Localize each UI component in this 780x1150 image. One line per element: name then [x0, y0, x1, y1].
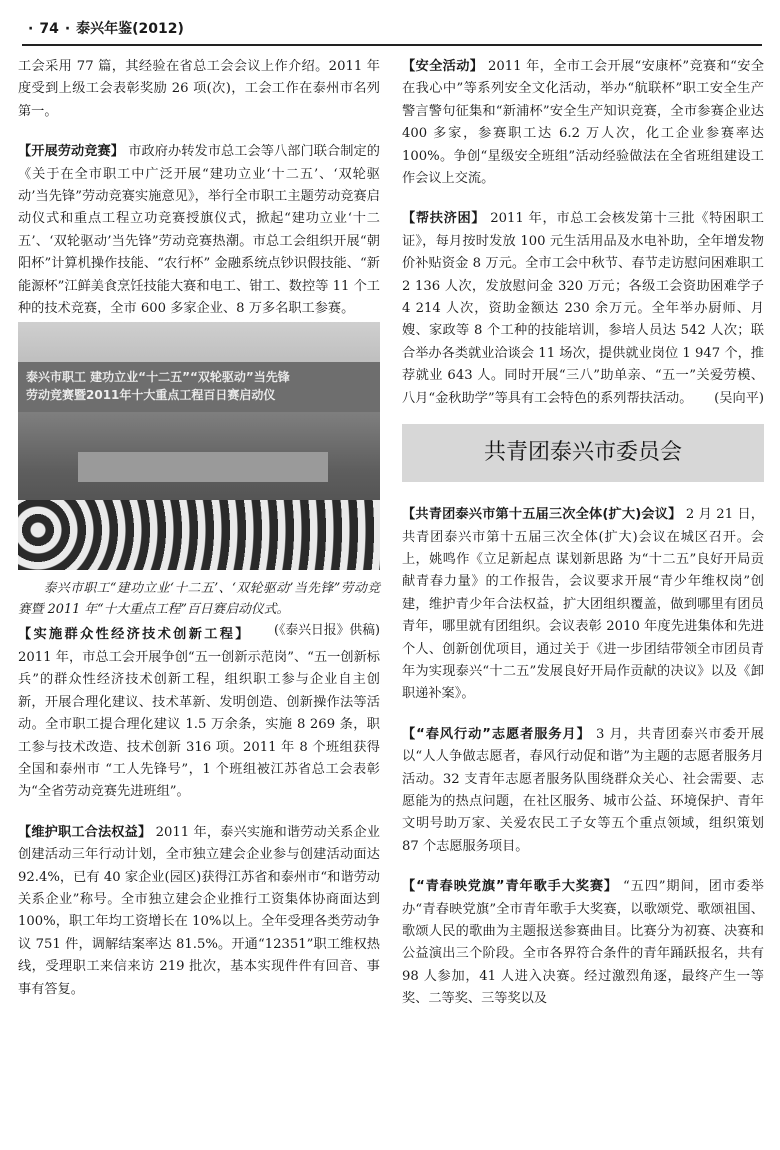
paragraph	[402, 724, 764, 858]
paragraph	[402, 504, 764, 706]
paragraph-body: 2011 年，泰兴实施和谐劳动关系企业创建活动三年行动计划，全市独立建会企业参与创建活动面达 92.4%，已有 40 家企业(园区)获得江苏省和泰州市“和谐劳动关系企业”称号。全市独立建会企业推行工资集体协商面达到 100%，职工年均工资增长在 10%以上。全年受理各类劳动争议 751 件，调解结案率达 81.5%。开通“12351”职工维权热线，受理职工来信来访 219 批次，基本实现件件有回音、事事有答复。	[18, 824, 380, 997]
paragraph-heading: 【帮扶济困】	[402, 211, 486, 227]
bullet: ·	[64, 21, 71, 37]
paragraph	[18, 624, 380, 803]
paragraph-heading: 【“青春映党旗”青年歌手大奖赛】	[402, 879, 618, 895]
paragraph	[18, 56, 380, 123]
paragraph-body: 2 月 21 日，共青团泰兴市第十五届三次全体(扩大)会议在城区召开。会上，姚鸣作《立足新起点 谋划新思路 为“十二五”良好开局贡献青春力量》的工作报告，会议要求开展“青少年维权岗”创建，维护青少年合法权益，扩大团组织覆盖，做到哪里有团员青年，哪里就有团组织。会议表彰 2010 年度先进集体和先进个人、创新创优项目，通过关于《进一步团结带领全市团员青年为实现泰兴“十二五”发展良好开局作贡献的决议》以及《卸职递补案》。	[402, 507, 764, 702]
paragraph	[402, 56, 764, 190]
paragraph	[402, 876, 764, 1010]
section-title: 共青团泰兴市委员会	[483, 439, 682, 465]
paragraph-body: 2011 年，市总工会核发第十三批《特困职工证》，每月按时发放 100 元生活用品及水电补助，全年增发物价补贴资金 8 万元。全市工会中秋节、春节走访慰问困难职工 2 136 人次，发放慰问金 320 万元；各级工会资助困难学子 4 214 人次，资助金额达 230 余万元。全年举办厨师、月嫂、家政等 8 个工种的技能培训，参培人员达 542 人次；联合举办各类就业洽谈会 11 场次，提供就业岗位 1 947 个，推荐就业 643 人。同时开展“三八”助单亲、“五一”关爱劳模、八月“金秋助学”等具有工会特色的系列帮扶活动。	[402, 211, 764, 406]
page-header	[22, 18, 762, 44]
bullet: ·	[28, 21, 34, 37]
paragraph-body: 2011 年，市总工会开展争创“五一创新示范岗”、“五一创新标兵”的群众性经济技术创新工程，组织职工参与企业自主创新，开展合理化建议、技术革新、发明创造、创新操作法等活动。全市职工提合理化建议 1.5 万余条，实施 8 269 条，职工参与技术改造、技术创新 316 项。2011 年 8 个班组获得全国和泰州市 “工人先锋号”，1 个班组被江苏省总工会表彰为“全省劳动竞赛先进班组”。	[18, 649, 380, 800]
right-column	[402, 56, 764, 1011]
paragraph	[18, 822, 380, 1001]
photo-stage	[78, 452, 328, 482]
caption-text: 泰兴市职工“建功立业‘十二五’、‘双轮驱动’当先锋”劳动竞赛暨 2011 年“十大重点工程”百日赛启动仪式。	[18, 581, 380, 618]
event-photo	[18, 322, 380, 570]
banner-text: 劳动竞赛暨2011年十大重点工程百日赛启动仪	[26, 388, 276, 403]
banner-text: 泰兴市职工 建功立业“十二五”“双轮驱动”当先锋	[26, 370, 290, 385]
paragraph-body: 工会采用 77 篇，其经验在省总工会会议上作介绍。2011 年度受到上级工会表彰奖励 26 项(次)，工会工作在泰州市名列第一。	[18, 59, 380, 119]
paragraph-body: 市政府办转发市总工会等八部门联合制定的《关于在全市职工中广泛开展“建功立业‘十二五’、‘双轮驱动’当先锋”劳动竞赛实施意见》，举行全市职工主题劳动竞赛启动仪式和重点工程立功竞赛授旗仪式，掀起“建功立业‘十二五’、‘双轮驱动’当先锋”劳动竞赛热潮。市总工会组织开展“朝阳杯”计算机操作技能、“农行杯” 金融系统点钞识假技能、“新能源杯”江鲜美食烹饪技能大赛和电工、钳工、数控等 11 个工种的技术竞赛，全市 600 多家企业、8 万多名职工参赛。	[18, 144, 380, 317]
photo-credit: (《泰兴日报》供稿)	[274, 623, 380, 639]
paragraph-heading: 【维护职工合法权益】	[18, 824, 152, 840]
paragraph-heading: 【共青团泰兴市第十五届三次全体(扩大)会议】	[402, 507, 682, 523]
photo-audience	[18, 500, 380, 570]
paragraph-heading: 【开展劳动竞赛】	[18, 144, 125, 160]
header-rule	[22, 44, 762, 46]
paragraph-body: “五四”期间，团市委举办“青春映党旗”全市青年歌手大奖赛，以歌颂党、歌颂祖国、歌颂人民的歌曲为主题报送参赛曲目。比赛分为初赛、决赛和公益演出三个阶段。全市各界符合条件的青年踊跃报名，共有 98 人参加，41 人进入决赛。经过激烈角逐，最终产生一等奖、二等奖、三等奖以及	[402, 879, 764, 1007]
paragraph-heading: 【安全活动】	[402, 59, 484, 74]
paragraph-heading: 【实施群众性经济技术创新工程】	[18, 627, 249, 643]
section-title-box	[402, 424, 764, 482]
left-column	[18, 56, 380, 1019]
photo-banner	[18, 362, 380, 412]
book-title: 泰兴年鉴(2012)	[76, 21, 184, 37]
paragraph-heading: 【“春风行动”志愿者服务月】	[402, 726, 591, 742]
paragraph	[402, 208, 764, 410]
paragraph-body: 2011 年，全市工会开展“安康杯”竞赛和“安全在我心中”等系列安全文化活动，举办“航联杯”职工安全生产警言警句征集和“新浦杯”安全生产知识竞赛，全市参赛企业达 400 多家，参赛职工达 6.2 万人次，化工企业参赛率达 100%。争创“星级安全班组”活动经验做法在全省班组建设工作会议上交流。	[402, 59, 765, 187]
paragraph	[18, 141, 380, 320]
author-credit: (吴向平)	[714, 390, 764, 406]
page-number: 74	[39, 21, 59, 37]
paragraph-body: 3 月，共青团泰兴市委开展以“人人争做志愿者，春风行动促和谐”为主题的志愿者服务月活动。32 支青年志愿者服务队围绕群众关心、社会需要、志愿能为的热点问题，在社区服务、城市公益、环境保护、青年文明号助万家、关爱农民工子女等五个重点领域，组织策划 87 个志愿服务项目。	[402, 726, 764, 854]
